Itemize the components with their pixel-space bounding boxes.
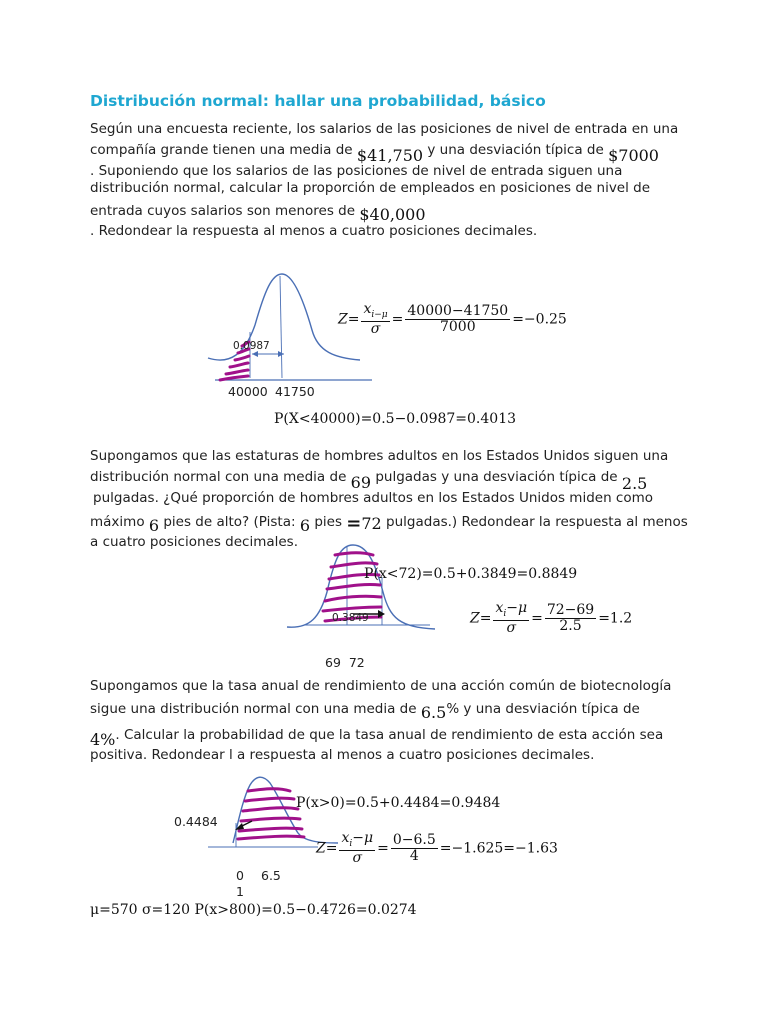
p3-line3 <box>90 724 664 749</box>
p2-line4-text-c: pies <box>314 514 342 530</box>
p1-line5-text: entrada cuyos salarios son menores de <box>90 203 356 219</box>
p3-shading <box>238 789 304 839</box>
p1-probability: P(X<40000)=0.5−0.0987=0.4013 <box>274 411 517 427</box>
p2-z-formula: Z= $\frac{x_i-\mu}{\sigma}$ = $\frac{72-69}{2.5}$ =1.2 <box>470 600 633 636</box>
p2-area-label: 0.3849 <box>332 612 369 624</box>
p1-line6: . Redondear la respuesta al menos a cuatro posiciones decimales. <box>90 223 538 239</box>
p1-line5 <box>90 200 426 224</box>
p1-line1: Según una encuesta reciente, los salarios de las posiciones de nivel de entrada en una <box>90 121 679 137</box>
p1-line4: distribución normal, calcular la proporción de empleados en posiciones de nivel de <box>90 180 651 196</box>
p2-feet2: 6 <box>299 516 311 535</box>
p2-line2 <box>90 466 648 493</box>
p2-feet: 6 <box>148 516 160 535</box>
p2-line1: Supongamos que las estaturas de hombres adultos en los Estados Unidos siguen una <box>90 448 669 464</box>
p3-line2 <box>90 698 640 722</box>
p3-z-formula: Z= $\frac{x_i-\mu}{\sigma}$ = $\frac{0-6.5}{4}$ =−1.625=−1.63 <box>316 830 558 866</box>
p3-x-label-6-5: 6.5 <box>261 868 281 883</box>
p2-x-labels: 69 72 <box>325 655 365 670</box>
p2-shading <box>323 553 381 621</box>
p2-line4-text-d: pulgadas.) Redondear la respuesta al menos <box>386 514 688 530</box>
p2-sd: 2.5 <box>621 474 648 493</box>
p1-line3: . Suponiendo que los salarios de las posiciones de nivel de entrada siguen una <box>90 163 623 179</box>
p3-x-label-1: 1 <box>236 884 244 899</box>
p1-line2-text-b: y una desviación típica de <box>427 142 604 158</box>
p3-line1: Supongamos que la tasa anual de rendimiento de una acción común de biotecnología <box>90 678 672 694</box>
p2-line3: pulgadas. ¿Qué proporción de hombres adultos en los Estados Unidos miden como <box>93 490 654 506</box>
p1-x-label-41750: 41750 <box>275 384 315 399</box>
p3-probability: P(x>0)=0.5+0.4484=0.9484 <box>296 795 501 811</box>
p2-line4-text-b: pies de alto? (Pista: <box>163 514 296 530</box>
p3-mean: 6.5 <box>420 703 447 722</box>
p2-line4-text: máximo <box>90 514 145 530</box>
p3-line3-text: . Calcular la probabilidad de que la tasa anual de rendimiento de esta acción sea <box>115 727 664 743</box>
p3-line2-text: sigue una distribución normal con una media de <box>90 701 417 717</box>
p3-x-label-0: 0 <box>236 868 244 883</box>
p2-inches: 72 <box>361 514 382 533</box>
p2-line5: a cuatro posiciones decimales. <box>90 534 298 550</box>
p1-line2 <box>90 139 659 165</box>
p2-equals: = <box>346 513 362 534</box>
p1-line2-text: compañía grande tienen una media de <box>90 142 353 158</box>
p3-area-label: 0.4484 <box>174 814 218 829</box>
p2-probability: P(x<72)=0.5+0.3849=0.8849 <box>364 566 578 582</box>
p2-line4 <box>90 510 688 535</box>
p3-line4: positiva. Redondear l a respuesta al menos a cuatro posiciones decimales. <box>90 747 595 763</box>
p1-x-label-40000: 40000 <box>228 384 268 399</box>
p1-area-label: 0.0987 <box>233 340 270 352</box>
p3-line2-text-b: % y una desviación típica de <box>446 701 640 717</box>
page-title: Distribución normal: hallar una probabilidad, básico <box>90 92 546 110</box>
p2-line2-text: distribución normal con una media de <box>90 469 347 485</box>
p2-line2-text-b: pulgadas y una desviación típica de <box>375 469 618 485</box>
p1-sd: $7000 <box>608 146 659 165</box>
p3-sd: 4% <box>90 730 116 749</box>
p1-mean: $41,750 <box>356 146 424 165</box>
p3-bottom-formula: μ=570 σ=120 P(x>800)=0.5−0.4726=0.0274 <box>90 902 417 918</box>
p1-z-formula: Z= $\frac{x_{i-\mu}}{\sigma}$ = $\frac{40000-41750}{7000}$ =−0.25 <box>338 301 567 337</box>
p2-mean: 69 <box>350 473 372 492</box>
p1-threshold: $40,000 <box>359 205 426 224</box>
p1-mean-line <box>280 276 282 378</box>
